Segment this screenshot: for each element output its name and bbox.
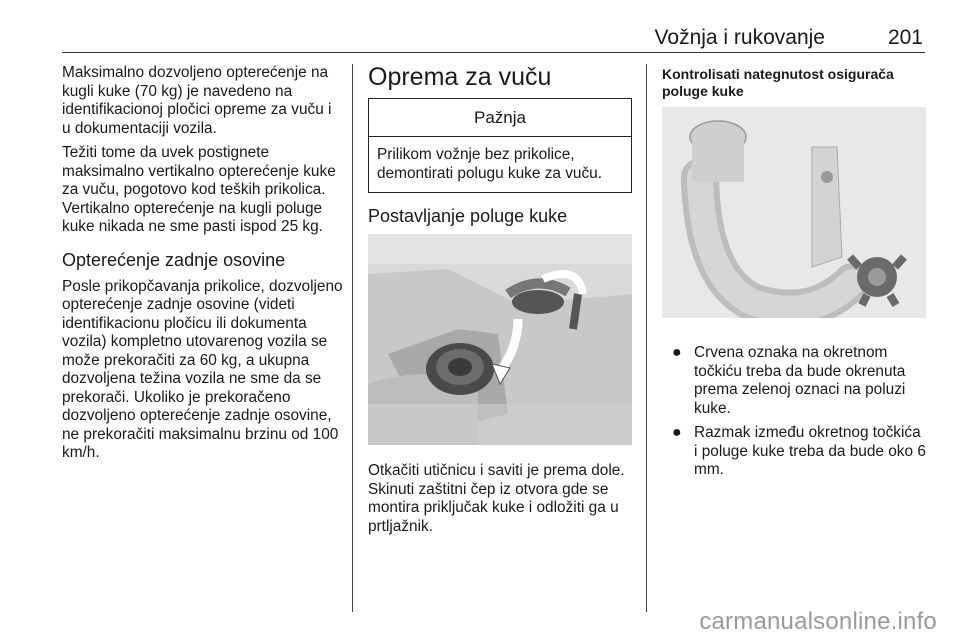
chapter-title: Oprema za vuču	[368, 63, 552, 91]
warning-text: Prilikom vožnje bez prikolice, demontirati polugu kuke za vuču.	[377, 146, 603, 182]
bullet-list	[662, 344, 926, 480]
bullet-icon: ●	[672, 424, 682, 441]
tow-socket-illustration	[368, 234, 632, 445]
tow-bar-illustration	[662, 107, 926, 318]
middle-column	[368, 62, 632, 536]
figure-caption: Otkačiti utičnicu i saviti je prema dole. Skinuti zaštitni čep iz otvora gde se montira priključak kuke i odložiti ga u prtljažnik.	[368, 462, 625, 535]
warning-heading: Pažnja	[369, 99, 631, 137]
bullet-icon: ●	[672, 344, 682, 361]
right-column	[662, 66, 926, 480]
watermark: carmanualsonline.info	[699, 608, 937, 635]
warning-box	[368, 98, 632, 193]
column-divider	[352, 64, 353, 612]
section-heading: Opterećenje zadnje osovine	[62, 249, 286, 270]
section-heading: Kontrolisati nategnutost osigurača poluge kuke	[662, 66, 894, 99]
column-divider	[646, 64, 647, 612]
subsection-heading: Postavljanje poluge kuke	[368, 206, 568, 226]
paragraph: Težiti tome da uvek postignete maksimalno vertikalno opterećenje kuke za vuču, pogotovo kod teških prikolica. Vertikalno opterećenje na kugli poluge kuke nikada ne sme pasti ispod 25 kg.	[62, 144, 336, 235]
paragraph: Maksimalno dozvoljeno opterećenje na kugli kuke (70 kg) je navedeno na identifikacionoj pločici opreme za vuču i u dokumentaciji vozila.	[62, 64, 332, 137]
section-title: Vožnja i rukovanje	[654, 26, 825, 49]
left-column	[62, 64, 344, 463]
page-number: 201	[887, 26, 923, 49]
list-item: ● Razmak između okretnog točkića i poluge kuke treba da bude oko 6 mm.	[672, 424, 926, 478]
list-item: ● Crvena oznaka na okretnom točkiću treba da bude okrenuta prema zelenoj oznaci na poluzi kuke.	[672, 344, 906, 417]
paragraph: Posle prikopčavanja prikolice, dozvoljeno opterećenje zadnje osovine (videti identifikacionu pločicu ili dokumenta vozila) kompletno utovarenog vozila se može prekoračiti za 60 kg, a ukupna dozvoljena težina vozila ne sme da se prekorači. Ukoliko je prekoračeno dozvoljeno opterećenje zadnje osovine, ne prekoračiti maksimalnu brzinu od 100 km/h.	[62, 277, 343, 461]
page-header	[62, 22, 925, 53]
